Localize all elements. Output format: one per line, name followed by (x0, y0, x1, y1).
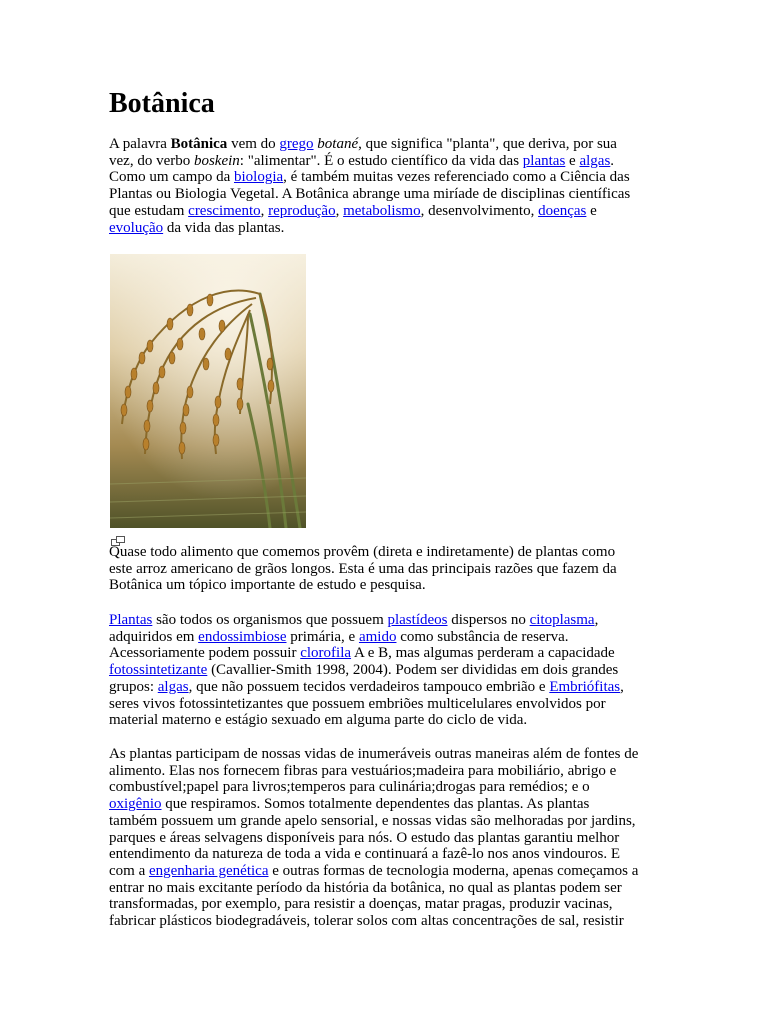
text-line (109, 746, 638, 763)
text-line (109, 763, 638, 780)
text-segment: vem do (227, 136, 280, 152)
text-segment: adquiridos em (109, 628, 199, 645)
text-line (109, 679, 624, 696)
text-line (109, 863, 638, 880)
text-segment: : "alimentar". É o estudo científico da vida das (239, 152, 523, 169)
text-segment: , desenvolvimento, (420, 202, 539, 219)
importancia-paragraph (109, 746, 638, 930)
text-segment: e (565, 152, 580, 169)
text-line (109, 629, 624, 646)
text-segment: primária, e (286, 628, 359, 645)
plantas-paragraph (109, 612, 624, 729)
bold-term: Botânica (170, 136, 228, 152)
inline-link[interactable]: engenharia genética (148, 862, 269, 879)
text-segment: , é também muitas vezes referenciado como a Ciência das (283, 169, 630, 186)
text-segment: da vida das plantas. (163, 219, 285, 236)
text-segment: Como um campo da (109, 169, 234, 186)
text-segment: , (260, 202, 269, 219)
text-line (109, 712, 624, 729)
rice-photo (110, 254, 306, 528)
text-segment: que estudam (109, 202, 189, 219)
inline-link[interactable]: amido (358, 628, 397, 645)
text-line (109, 662, 624, 679)
italic-term: boskein (193, 152, 240, 169)
text-segment: grupos: (109, 678, 158, 695)
text-line (109, 813, 638, 830)
text-segment: vez, do verbo (109, 152, 194, 169)
text-segment: , (335, 202, 344, 219)
inline-link[interactable]: plastídeos (387, 612, 448, 628)
text-segment: também possuem um grande apelo sensorial, e nossas vidas são melhoradas por jardins, (109, 812, 636, 829)
text-line (109, 896, 638, 913)
text-segment: , que significa "planta", que deriva, por sua (358, 136, 617, 152)
inline-link[interactable]: algas (579, 152, 611, 169)
text-segment: , que não possuem tecidos verdadeiros tampouco embrião e (188, 678, 550, 695)
inline-link[interactable]: metabolismo (343, 202, 421, 219)
text-line (109, 220, 630, 237)
text-line (109, 577, 617, 594)
inline-link[interactable]: Plantas (109, 612, 153, 628)
caption-paragraph (109, 544, 617, 594)
intro-paragraph (109, 136, 630, 236)
text-segment: material materno e estágio sexuado em alguma parte do ciclo de vida. (109, 712, 528, 729)
inline-link[interactable]: Embriófitas (549, 678, 621, 695)
text-line (109, 913, 638, 930)
inline-link[interactable]: oxigênio (109, 796, 162, 813)
text-line (109, 645, 624, 662)
text-line (109, 544, 617, 561)
text-segment: transformadas, por exemplo, para resistir a doenças, matar pragas, produzir vacinas, (109, 896, 613, 913)
text-line (109, 796, 638, 813)
text-segment: como substância de reserva. (396, 628, 569, 645)
text-line (109, 846, 638, 863)
text-line (109, 779, 638, 796)
text-line (109, 169, 630, 186)
text-line (109, 880, 638, 897)
text-segment: A palavra (109, 136, 171, 152)
text-segment: , (594, 612, 599, 628)
inline-link[interactable]: biologia (233, 169, 284, 186)
text-segment: entrar no mais excitante período da história da botânica, no qual as plantas podem ser (109, 879, 622, 896)
text-segment: Botânica um tópico importante de estudo e pesquisa. (109, 577, 426, 594)
text-segment: alimento. Elas nos fornecem fibras para vestuários;madeira para mobiliário, abrigo e (109, 762, 617, 779)
text-segment: . (610, 152, 615, 169)
text-segment: com a (109, 862, 149, 879)
text-line (109, 203, 630, 220)
text-segment: , (620, 678, 624, 695)
inline-link[interactable]: crescimento (188, 202, 261, 219)
page-title: Botânica (109, 88, 215, 119)
inline-link[interactable]: evolução (109, 219, 164, 236)
text-segment: Plantas ou Biologia Vegetal. A Botânica abrange uma miríade de disciplinas científicas (109, 186, 631, 203)
inline-link[interactable]: doenças (538, 202, 587, 219)
text-segment: que respiramos. Somos totalmente dependentes das plantas. As plantas (161, 796, 590, 813)
text-segment: fabricar plásticos biodegradáveis, tolerar solos com altas concentrações de sal, resistir (109, 913, 624, 930)
text-line (109, 561, 617, 578)
text-segment: A e B, mas algumas perderam a capacidade (351, 645, 615, 662)
text-segment: seres vivos fotossintetizantes que possuem embriões multicelulares envolvidos por (109, 695, 606, 712)
rice-panicle-image (110, 254, 306, 528)
text-line (109, 136, 630, 153)
text-segment: combustível;papel para livros;temperos para culinária;drogas para remédios; e o (109, 779, 590, 796)
inline-link[interactable]: citoplasma (529, 612, 595, 628)
text-segment: As plantas participam de nossas vidas de inumeráveis outras maneiras além de fontes de (109, 746, 639, 762)
text-line (109, 696, 624, 713)
text-segment: e outras formas de tecnologia moderna, apenas começamos a (268, 862, 639, 879)
text-line (109, 830, 638, 847)
text-line (109, 186, 630, 203)
text-segment: Acessoriamente podem possuir (109, 645, 301, 662)
text-segment: e (586, 202, 597, 219)
text-segment: (Cavallier-Smith 1998, 2004). Podem ser divididas em dois grandes (207, 662, 619, 679)
text-segment: este arroz americano de grãos longos. Esta é uma das principais razões que fazem da (109, 560, 617, 577)
text-segment: são todos os organismos que possuem (152, 612, 388, 628)
text-segment: entendimento da natureza de toda a vida e continuará a fazê-lo nos anos vindouros. E (109, 846, 621, 863)
text-segment: parques e áreas selvagens disponíveis para nós. O estudo das plantas garantiu melhor (109, 829, 620, 846)
inline-link[interactable]: grego (279, 136, 314, 152)
text-line (109, 612, 624, 629)
inline-link[interactable]: fotossintetizante (109, 662, 208, 679)
inline-link[interactable]: reprodução (268, 202, 336, 219)
italic-term: botané (317, 136, 359, 152)
enlarge-icon[interactable] (111, 533, 125, 543)
inline-link[interactable]: plantas (522, 152, 566, 169)
text-segment: dispersos no (447, 612, 530, 628)
inline-link[interactable]: endossimbiose (198, 628, 287, 645)
text-line (109, 153, 630, 170)
inline-link[interactable]: algas (157, 678, 189, 695)
inline-link[interactable]: clorofila (300, 645, 352, 662)
text-segment: Quase todo alimento que comemos provêm (direta e indiretamente) de plantas como (109, 544, 616, 560)
